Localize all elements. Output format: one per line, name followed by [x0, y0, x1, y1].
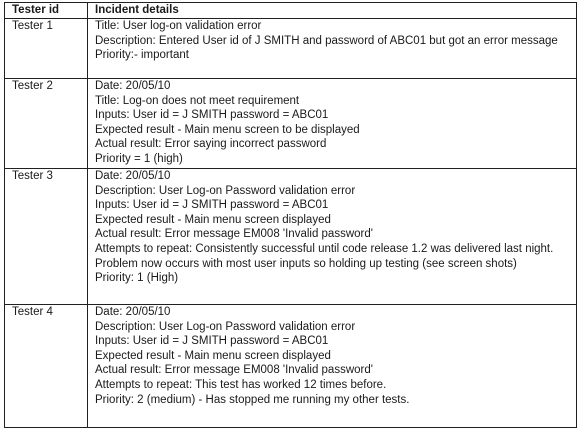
table-row [5, 305, 577, 428]
incident-line: Priority:- important [95, 49, 189, 62]
incident-table [4, 2, 577, 428]
header-tester-id: Tester id [5, 3, 88, 19]
incident-line: Date: 20/05/10 [95, 80, 171, 92]
incident-line: Description: Entered User id of J SMITH and password of ABC01 but got an error message [95, 34, 558, 47]
incident-line: Expected result - Main menu screen to be displayed [95, 123, 360, 136]
incident-line: Description: User Log-on Password validation error [95, 184, 356, 197]
table-row [5, 169, 577, 305]
incident-line: Inputs: User id = J SMITH password = ABC01 [95, 199, 329, 212]
incident-details-cell [88, 169, 577, 305]
header-incident-details: Incident details [88, 3, 577, 19]
tester-id-cell: Tester 3 [5, 169, 88, 305]
incident-line: Inputs: User id = J SMITH password = ABC01 [95, 335, 329, 348]
incident-line: Inputs: User id = J SMITH password = ABC01 [95, 109, 329, 122]
incident-details-cell [88, 19, 577, 79]
incident-line: Priority = 1 (high) [95, 152, 183, 165]
incident-line: Expected result - Main menu screen displayed [95, 213, 331, 226]
incident-line: Attempts to repeat: Consistently successful until code release 1.2 was delivered last night. Problem now occurs with most user inputs so holding up testing (see screen shots) [95, 242, 554, 270]
incident-line: Priority: 1 (High) [95, 272, 179, 285]
header-row [5, 3, 577, 19]
incident-line: Title: User log-on validation error [95, 20, 262, 32]
tester-id-cell: Tester 4 [5, 305, 88, 428]
incident-line: Title: Log-on does not meet requirement [95, 94, 300, 107]
tester-id-cell: Tester 2 [5, 79, 88, 169]
incident-line: Description: User Log-on Password validation error [95, 320, 356, 333]
incident-line: Actual result: Error message EM008 'Invalid password' [95, 228, 373, 241]
incident-details-cell [88, 305, 577, 428]
incident-line: Date: 20/05/10 [95, 306, 171, 318]
incident-line: Expected result - Main menu screen displayed [95, 349, 331, 362]
incident-line: Actual result: Error saying incorrect password [95, 138, 327, 151]
table-row [5, 79, 577, 169]
incident-details-cell [88, 79, 577, 169]
incident-line: Date: 20/05/10 [95, 170, 171, 182]
incident-line: Actual result: Error message EM008 'Invalid password' [95, 364, 373, 377]
tester-id-cell: Tester 1 [5, 19, 88, 79]
table-row [5, 19, 577, 79]
incident-line: Attempts to repeat: This test has worked 12 times before. [95, 378, 387, 391]
incident-line: Priority: 2 (medium) - Has stopped me running my other tests. [95, 393, 410, 406]
